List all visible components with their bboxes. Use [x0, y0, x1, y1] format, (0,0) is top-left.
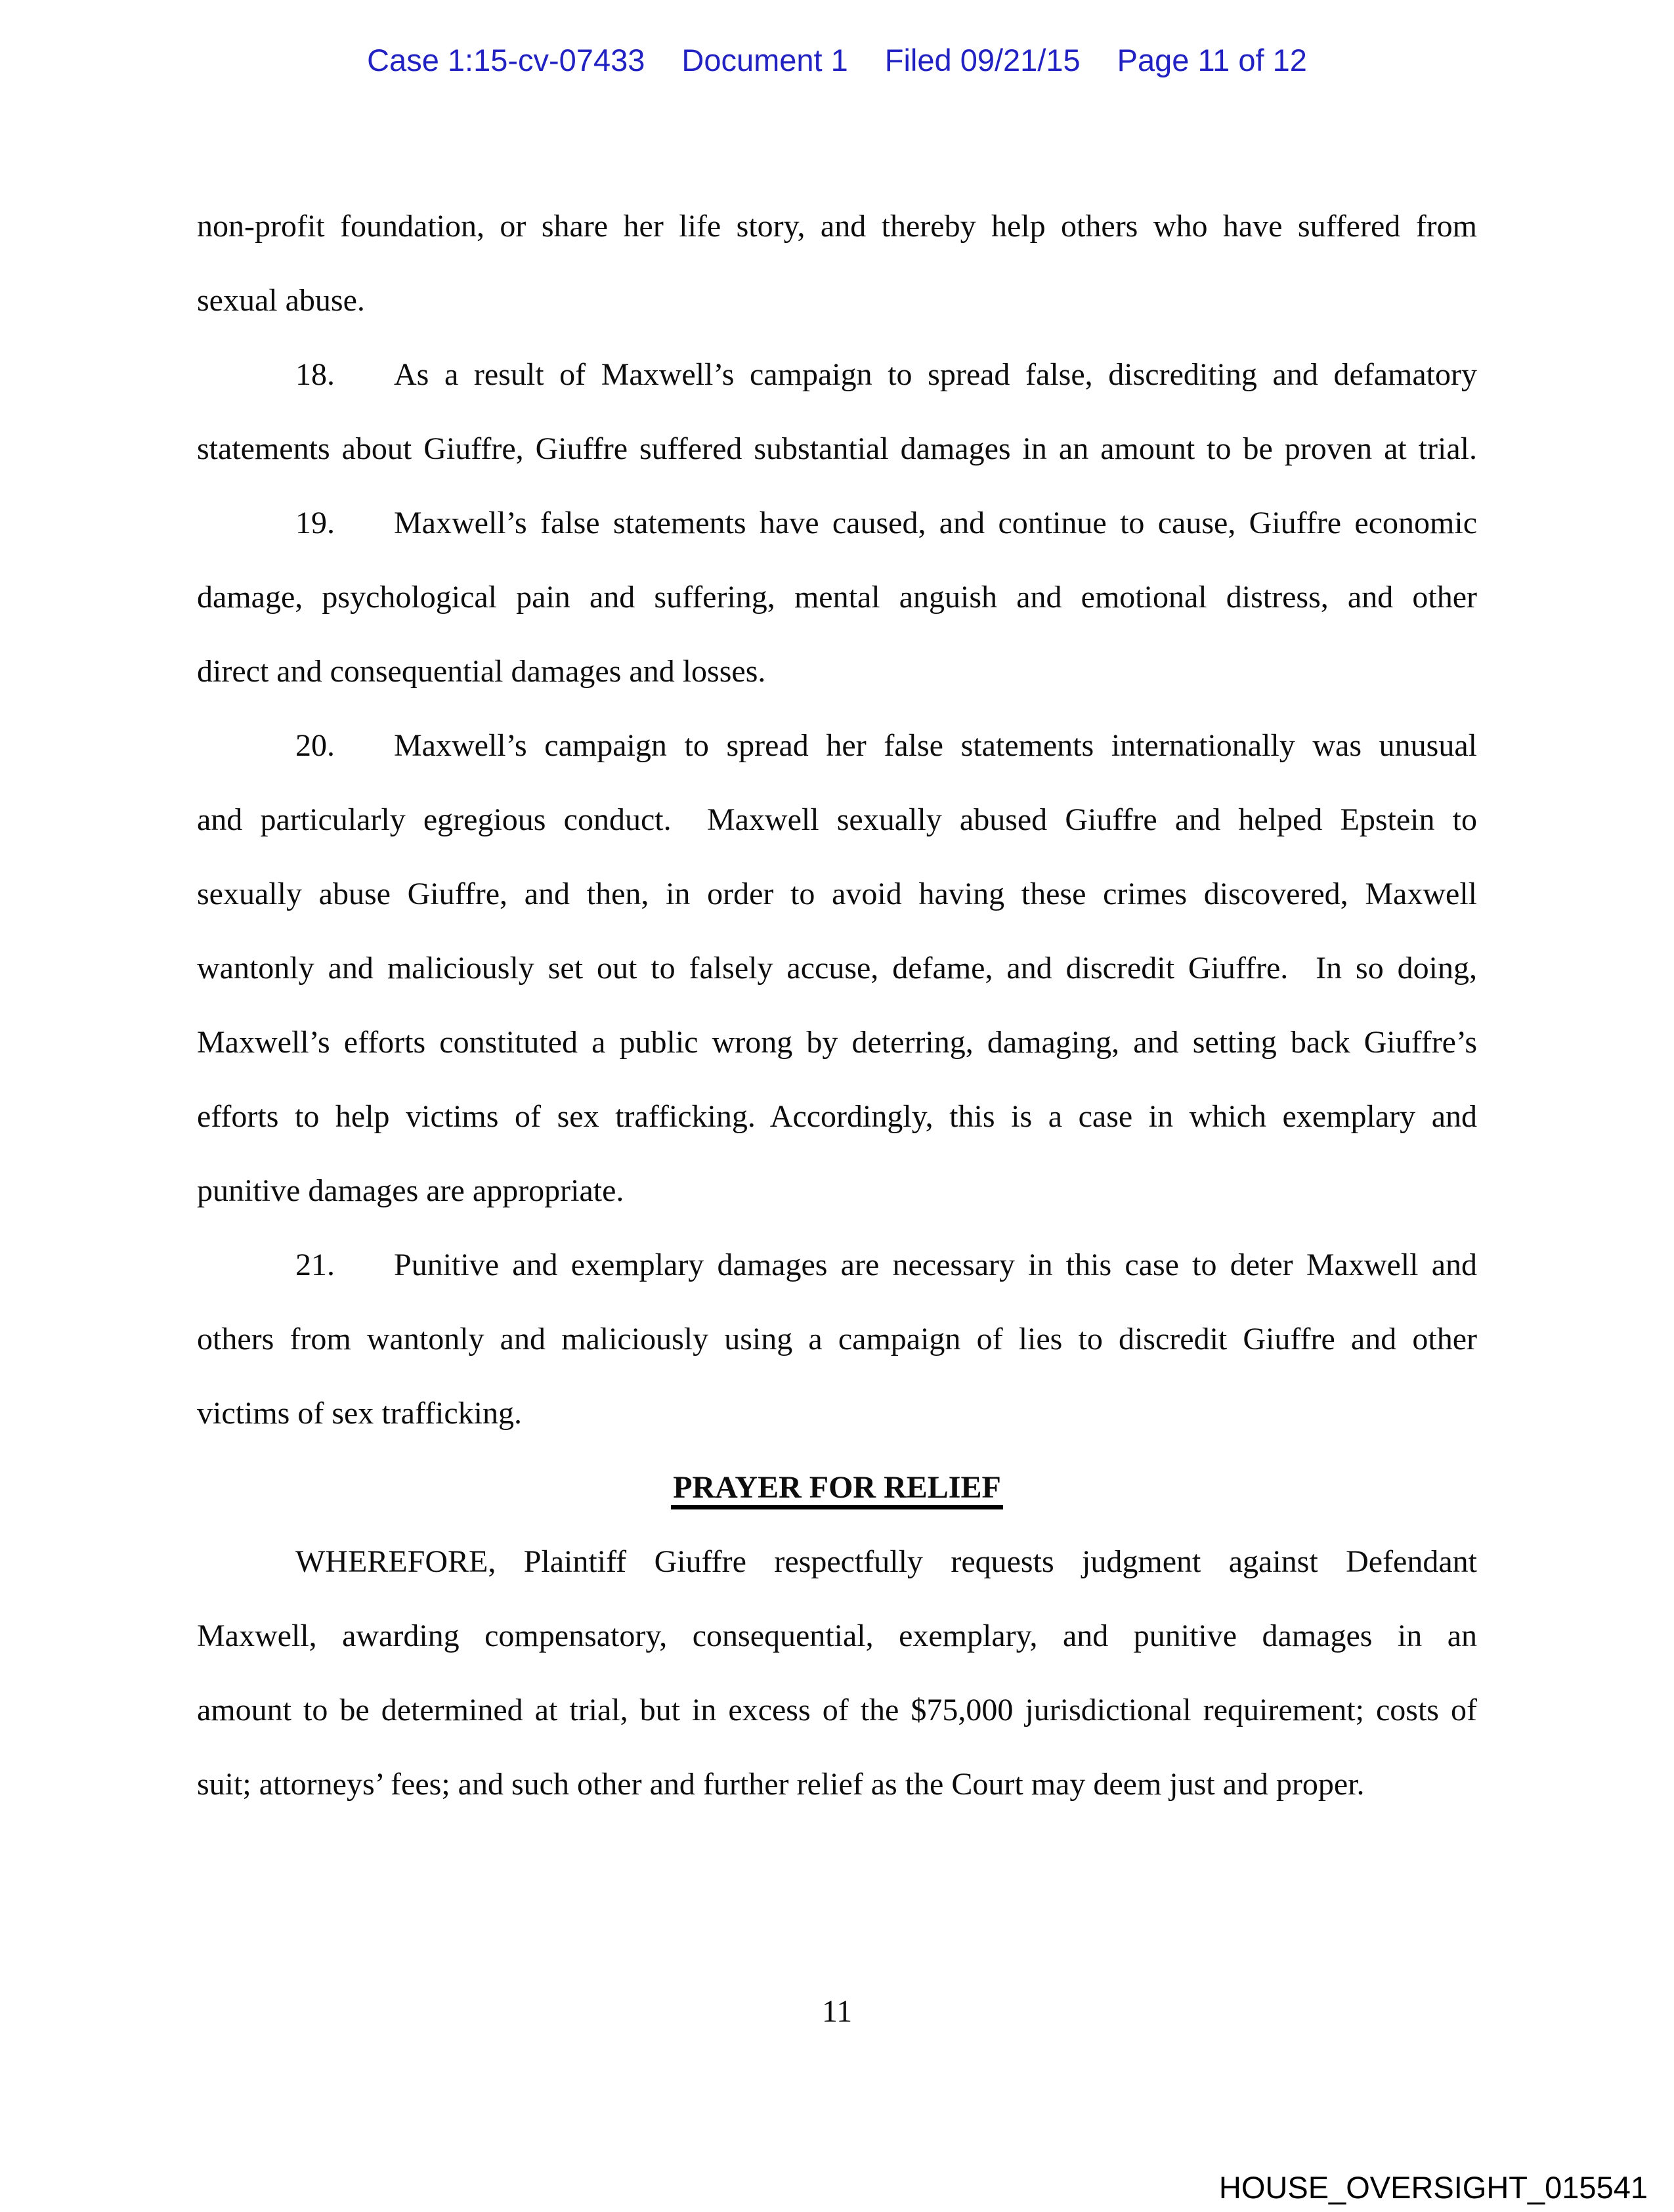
body-line [197, 486, 1477, 560]
body-line: wantonly and maliciously set out to falsely accuse, defame, and discredit Giuffre. In so doing, [197, 951, 1477, 986]
section-heading-prayer-for-relief [197, 1450, 1477, 1525]
paragraph-number: 18. [295, 357, 335, 392]
body-line: non-profit foundation, or share her life story, and thereby help others who have suffered from [197, 209, 1477, 244]
body-line: victims of sex trafficking. [197, 1396, 522, 1431]
section-heading-text: PRAYER FOR RELIEF [671, 1470, 1003, 1509]
body-line: efforts to help victims of sex trafficking. Accordingly, this is a case in which exemplary and [197, 1099, 1477, 1134]
body-line-text: Maxwell’s false statements have caused, and continue to cause, Giuffre economic [394, 506, 1477, 540]
paragraph-number: 19. [295, 506, 335, 540]
body-line: and particularly egregious conduct. Maxwell sexually abused Giuffre and helped Epstein to [197, 802, 1477, 837]
case-stamp-header [0, 42, 1674, 78]
paragraph-wherefore [197, 1525, 1477, 1821]
body-line-text: Maxwell’s campaign to spread her false statements internationally was unusual [394, 728, 1477, 763]
body-line: sexually abuse Giuffre, and then, in order to avoid having these crimes discovered, Maxwell [197, 877, 1477, 911]
body-line: statements about Giuffre, Giuffre suffered substantial damages in an amount to be proven at trial. [197, 431, 1477, 466]
case-number: Case 1:15-cv-07433 [367, 43, 645, 77]
body-line: others from wantonly and maliciously using a campaign of lies to discredit Giuffre and other [197, 1322, 1477, 1356]
paragraph-number: 21. [295, 1247, 335, 1282]
paragraph-18 [197, 337, 1477, 486]
paragraph-continuation [197, 189, 1477, 337]
body-line [197, 708, 1477, 783]
body-line-text: Punitive and exemplary damages are necessary in this case to deter Maxwell and [394, 1247, 1477, 1282]
paragraph-19 [197, 486, 1477, 708]
body-line [197, 337, 1477, 412]
body-line: Maxwell’s efforts constituted a public wrong by deterring, damaging, and setting back Giuffre’s [197, 1025, 1477, 1060]
body-line [197, 1228, 1477, 1302]
paragraph-20 [197, 708, 1477, 1228]
body-line: direct and consequential damages and losses. [197, 654, 766, 689]
page-x-of-y: Page 11 of 12 [1117, 43, 1307, 77]
document-body [197, 189, 1477, 1821]
filed-date: Filed 09/21/15 [884, 43, 1081, 77]
body-line: damage, psychological pain and suffering, mental anguish and emotional distress, and other [197, 580, 1477, 615]
page-number: 11 [821, 1994, 853, 2029]
body-line-text: As a result of Maxwell’s campaign to spread false, discrediting and defamatory [394, 357, 1477, 392]
bates-stamp: HOUSE_OVERSIGHT_015541 [1218, 2170, 1648, 2205]
body-line: punitive damages are appropriate. [197, 1173, 624, 1208]
body-line: suit; attorneys’ fees; and such other and further relief as the Court may deem just and proper. [197, 1767, 1365, 1802]
body-line: amount to be determined at trial, but in excess of the $75,000 jurisdictional requirement; costs of [197, 1693, 1477, 1727]
paragraph-21 [197, 1228, 1477, 1450]
paragraph-number: 20. [295, 728, 335, 763]
body-line: WHEREFORE, Plaintiff Giuffre respectfully requests judgment against Defendant [295, 1544, 1477, 1579]
document-number: Document 1 [681, 43, 848, 77]
body-line: Maxwell, awarding compensatory, consequential, exemplary, and punitive damages in an [197, 1618, 1477, 1653]
body-line: sexual abuse. [197, 283, 365, 318]
